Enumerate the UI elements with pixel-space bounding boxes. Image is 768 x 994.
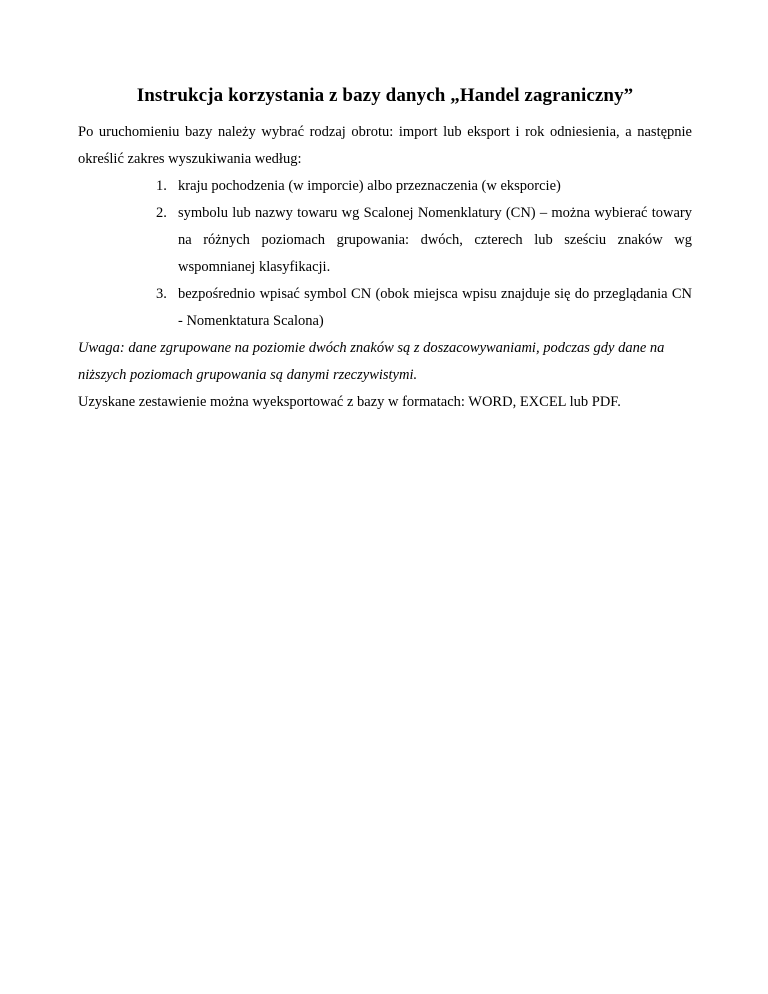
list-item-number: 3. [156,286,167,302]
list-item [156,173,692,200]
list-item-text: bezpośrednio wpisać symbol CN (obok miejsca wpisu znajduje się do przeglądania CN - Nomenktatura Scalona) [178,286,692,329]
list-item-number: 1. [156,178,167,194]
list-item [156,281,692,335]
list-item-number: 2. [156,205,167,221]
document-title: Instrukcja korzystania z bazy danych „Handel zagraniczny” [136,85,634,106]
steps-list [78,173,692,335]
list-item [156,200,692,281]
note-paragraph: Uwaga: dane zgrupowane na poziomie dwóch znaków są z doszacowywaniami, podczas gdy dane na niższych poziomach grupowania są danymi rzeczywistymi. [78,340,665,383]
intro-paragraph: Po uruchomieniu bazy należy wybrać rodzaj obrotu: import lub eksport i rok odniesienia, a następnie określić zakres wyszukiwania według: [78,124,692,167]
export-paragraph: Uzyskane zestawienie można wyeksportować z bazy w formatach: WORD, EXCEL lub PDF. [78,394,621,410]
document-page [78,0,692,416]
list-item-text: symbolu lub nazwy towaru wg Scalonej Nomenklatury (CN) – można wybierać towary na różnych poziomach grupowania: dwóch, czterech lub sześciu znaków wg wspomnianej klasyfikacji. [178,205,692,275]
list-item-text: kraju pochodzenia (w imporcie) albo przeznaczenia (w eksporcie) [178,178,561,194]
